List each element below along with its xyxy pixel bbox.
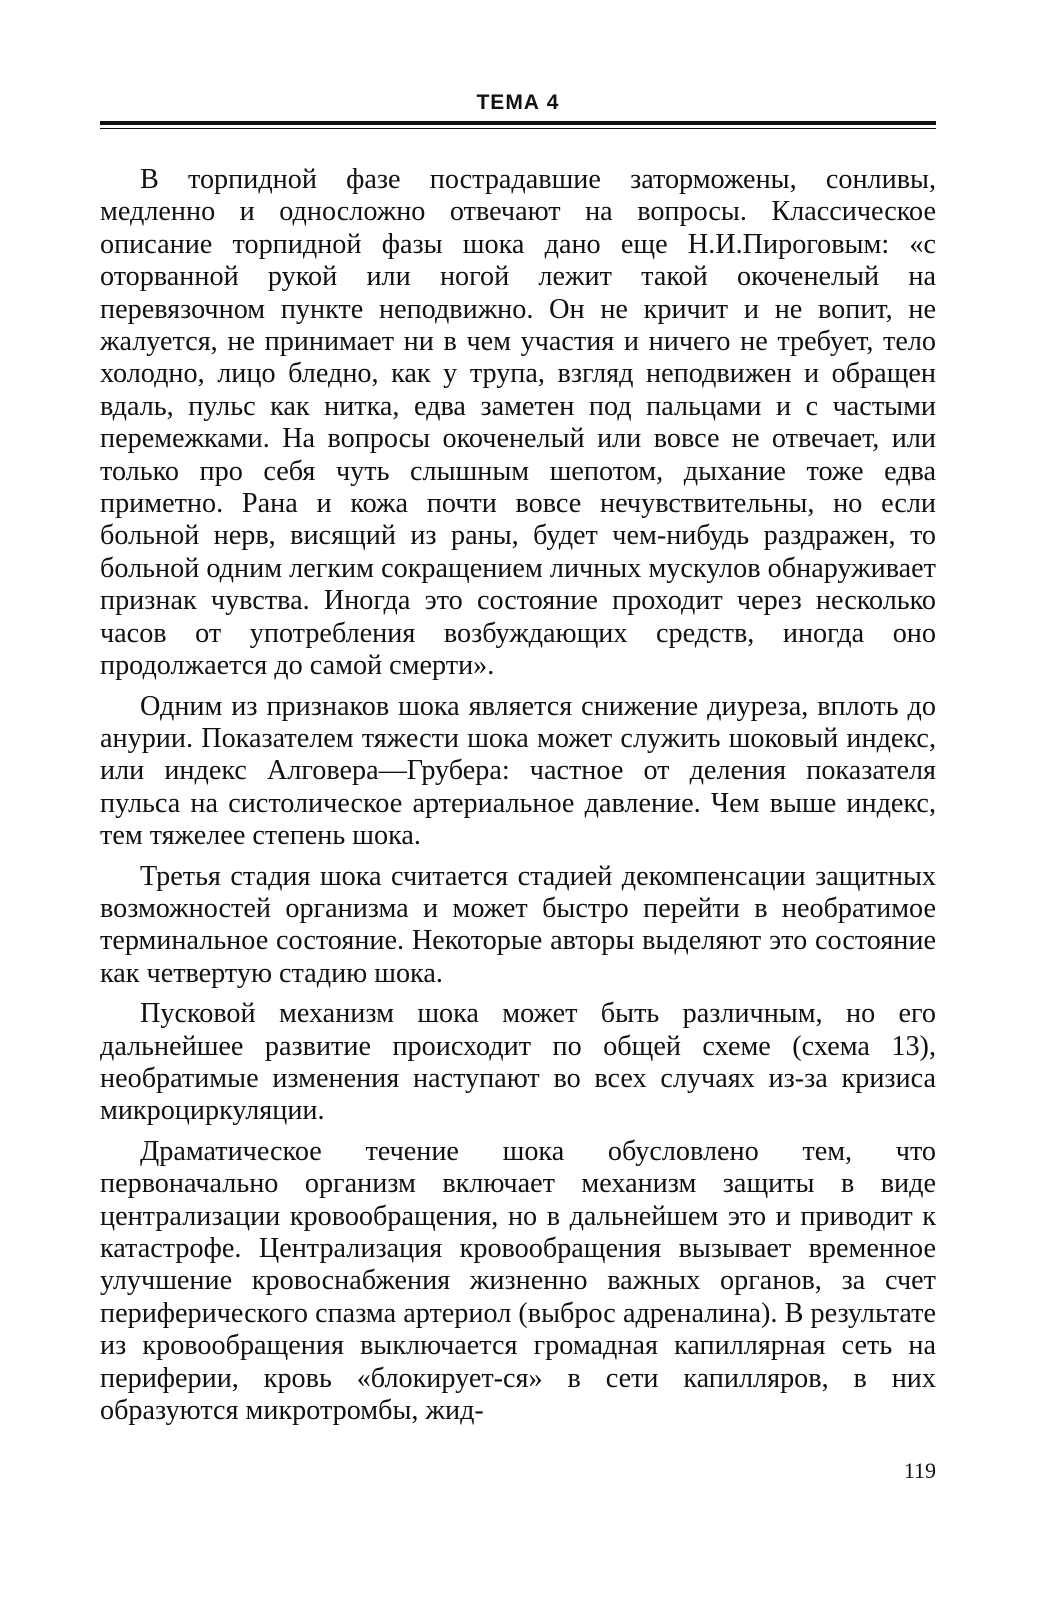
paragraph-shock-index: Одним из признаков шока является снижение диуреза, вплоть до анурии. Показателем тяжести шока может служить шоковый индекс, или индекс Алговера—Грубера: частное от деления показателя пульса на систолическое артериальное давление. Чем выше индекс, тем тяжелее степень шока. (100, 690, 936, 852)
header-rule-thick (100, 121, 936, 125)
paragraph-centralization: Драматическое течение шока обусловлено тем, что первоначально организм включает механизм защиты в виде централизации кровообращения, но в дальнейшем это и приводит к катастрофе. Централизация кровообращения вызывает временное улучшение кровоснабжения жизненно важных органов, за счет периферического спазма артериол (выброс адреналина). В результате из кровообращения выключается громадная капиллярная сеть на периферии, кровь «блокирует-ся» в сети капилляров, в них образуются микротромбы, жид- (100, 1135, 936, 1427)
page-number: 119 (903, 1458, 936, 1483)
body-text (100, 164, 936, 1435)
paragraph-third-stage: Третья стадия шока считается стадией декомпенсации защитных возможностей организма и может быстро перейти в необратимое терминальное состояние. Некоторые авторы выделяют это состояние как четвертую стадию шока. (100, 860, 936, 989)
paragraph-torpid-phase: В торпидной фазе пострадавшие заторможены, сонливы, медленно и односложно отвечают на вопросы. Классическое описание торпидной фазы шока дано еще Н.И.Пироговым: «с оторванной рукой или ногой лежит такой окоченелый на перевязочном пункте неподвижно. Он не кричит и не вопит, не жалуется, не принимает ни в чем участия и ничего не требует, тело холодно, лицо бледно, как у трупа, взгляд неподвижен и обращен вдаль, пульс как нитка, едва заметен под пальцами и с частыми перемежками. На вопросы окоченелый или вовсе не отвечает, или только про себя чуть слышным шепотом, дыхание тоже едва приметно. Рана и кожа почти вовсе нечувствительны, но если больной нерв, висящий из раны, будет чем-нибудь раздражен, то больной одним легким сокращением личных мускулов обнаруживает признак чувства. Иногда это состояние проходит через несколько часов от употребления возбуждающих средств, иногда оно продолжается до самой смерти». (100, 164, 936, 682)
running-head: ТЕМА 4 (476, 91, 560, 114)
header-rule-thin (100, 128, 936, 129)
paragraph-trigger-mechanism: Пусковой механизм шока может быть различным, но его дальнейшее развитие происходит по общей схеме (схема 13), необратимые изменения наступают во всех случаях из-за кризиса микроциркуляции. (100, 998, 936, 1127)
